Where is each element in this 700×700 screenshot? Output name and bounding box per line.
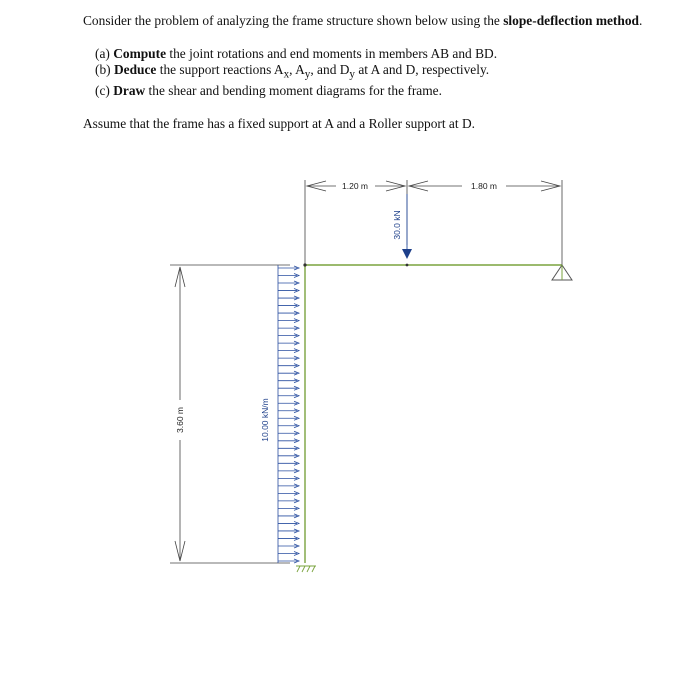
point-load-arrowhead (402, 249, 412, 259)
intro-end: . (638, 13, 643, 28)
intro-bold-method: slope-deflection method (503, 13, 639, 28)
distributed-load-label: 10.00 kN/m (260, 398, 270, 442)
part-b-label: (b) (95, 62, 114, 77)
part-b-verb: Deduce (113, 62, 157, 77)
fixed-hatch-1 (297, 566, 300, 572)
part-a-label: (a) (95, 46, 114, 61)
fixed-hatch-2 (302, 566, 305, 572)
problem-assumption: Assume that the frame has a fixed support at A and a Roller support at D. (83, 115, 475, 131)
part-c-text: the shear and bending moment diagrams for the frame. (145, 82, 442, 98)
roller-support-d (552, 265, 572, 280)
joint-b (303, 263, 306, 266)
dimension-left (170, 265, 290, 563)
intro-text: Consider the problem of analyzing the frame structure shown below using the (83, 13, 504, 28)
part-c-label: (c) (95, 82, 114, 98)
distributed-load (278, 265, 299, 563)
part-c-verb: Draw (113, 82, 146, 98)
part-b-text: the support reactions $A_x$, $A_y$, and $D_y$ at A and D, respectively. (156, 62, 490, 81)
dim-label-height: 3.60 m (175, 407, 185, 433)
fixed-support-a (296, 566, 316, 572)
part-a-verb: Compute (113, 46, 167, 61)
fixed-hatch-4 (312, 566, 315, 572)
point-load-label: 30.0 kN (392, 210, 402, 240)
dimension-top (305, 180, 562, 265)
load-point (406, 264, 409, 267)
dim-label-right: 1.80 m (471, 181, 497, 191)
fixed-hatch-3 (307, 566, 310, 572)
part-a-text: the joint rotations and end moments in members AB and BD. (166, 46, 498, 61)
dim-label-left: 1.20 m (342, 181, 368, 191)
